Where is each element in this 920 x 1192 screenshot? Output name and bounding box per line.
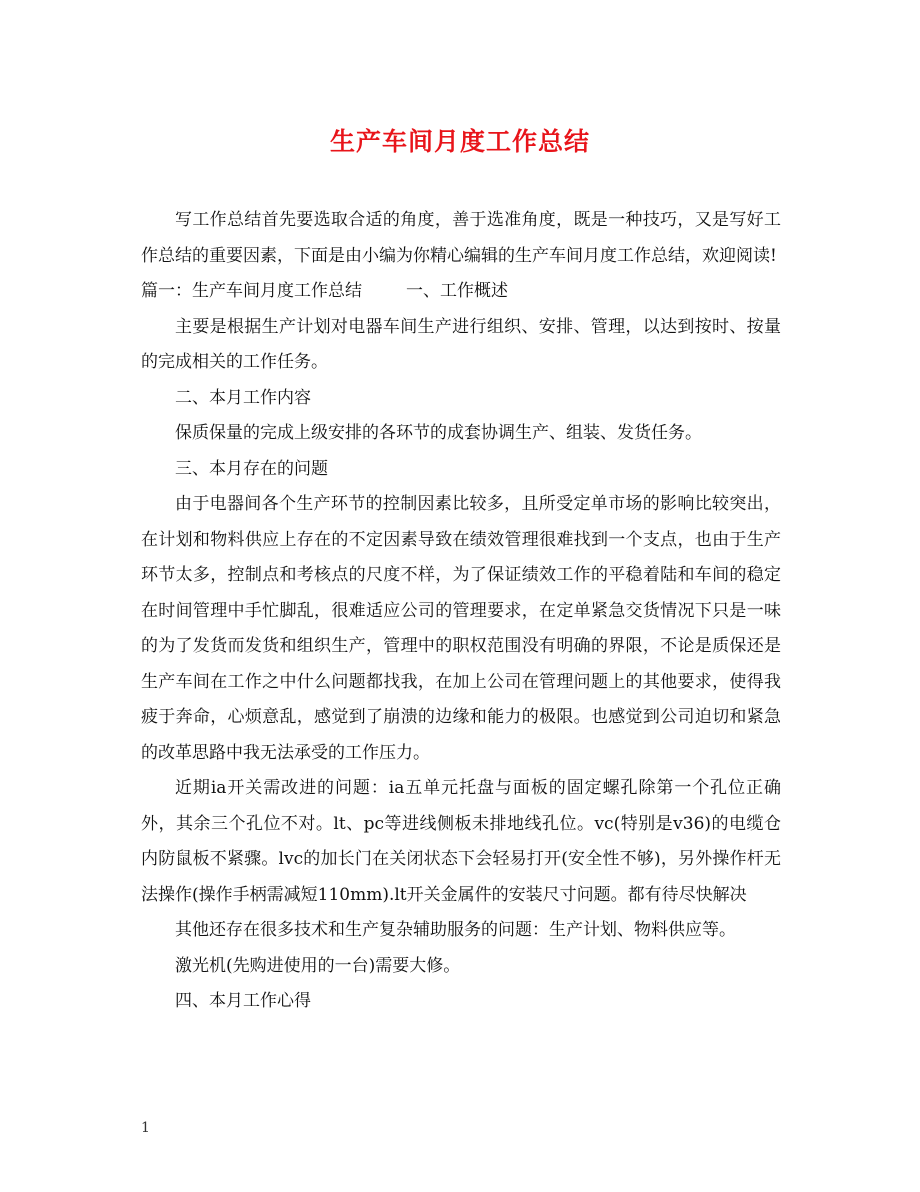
content-heading: 二、本月工作内容	[175, 387, 311, 408]
problems-heading: 三、本月存在的问题	[175, 458, 328, 479]
document-title: 生产车间月度工作总结	[329, 127, 590, 156]
content-paragraph: 保质保量的完成上级安排的各环节的成套协调生产、组装、发货任务。	[175, 423, 702, 443]
section-heading: 篇一：生产车间月度工作总结	[141, 281, 362, 301]
laser-paragraph: 激光机(先购进使用的一台)需要大修。	[175, 955, 461, 976]
document-body	[141, 203, 781, 1020]
problems-paragraph: 由于电器间各个生产环节的控制因素比较多，且所受定单市场的影响比较突出，在计划和物料供应上存在的不定因素导致在绩效管理很难找到一个支点，也由于生产环节太多，控制点和考核点的尺度不样，为了保证绩效工作的平稳着陆和车间的稳定在时间管理中手忙脚乱，很难适应公司的管理要求，在定单紧急交货情况下只是一味的为了发货而发货和组织生产，管理中的职权范围没有明确的界限，不论是质保还是生产车间在工作之中什么问题都找我，在加上公司在管理问题上的其他要求，使得我疲于奔命，心烦意乱，感觉到了崩溃的边缘和能力的极限。也感觉到公司迫切和紧急的改革思路中我无法承受的工作压力。	[141, 494, 781, 763]
page-number: 1	[141, 1120, 150, 1136]
overview-heading: 一、工作概述	[406, 281, 508, 301]
recent-issues-paragraph: 近期ia开关需改进的问题：ia五单元托盘与面板的固定螺孔除第一个孔位正确外，其余三个孔位不对。lt、pc等进线侧板未排地线孔位。vc(特别是v36)的电缆仓内防鼠板不紧骤。lvc的加长门在关闭状态下会轻易打开(安全性不够)，另外操作杆无法操作(操作手柄需减短110mm).lt开关金属件的安装尺寸问题。都有待尽快解决	[141, 778, 781, 905]
experience-heading: 四、本月工作心得	[175, 991, 311, 1011]
intro-paragraph: 写工作总结首先要选取合适的角度，善于选准角度，既是一种技巧，又是写好工作总结的重要因素，下面是由小编为你精心编辑的生产车间月度工作总结，欢迎阅读!	[141, 210, 781, 266]
other-issues-paragraph: 其他还存在很多技术和生产复杂辅助服务的问题：生产计划、物料供应等。	[175, 920, 736, 940]
section-heading-line	[141, 274, 781, 310]
overview-paragraph: 主要是根据生产计划对电器车间生产进行组织、安排、管理，以达到按时、按量的完成相关的工作任务。	[141, 316, 781, 372]
